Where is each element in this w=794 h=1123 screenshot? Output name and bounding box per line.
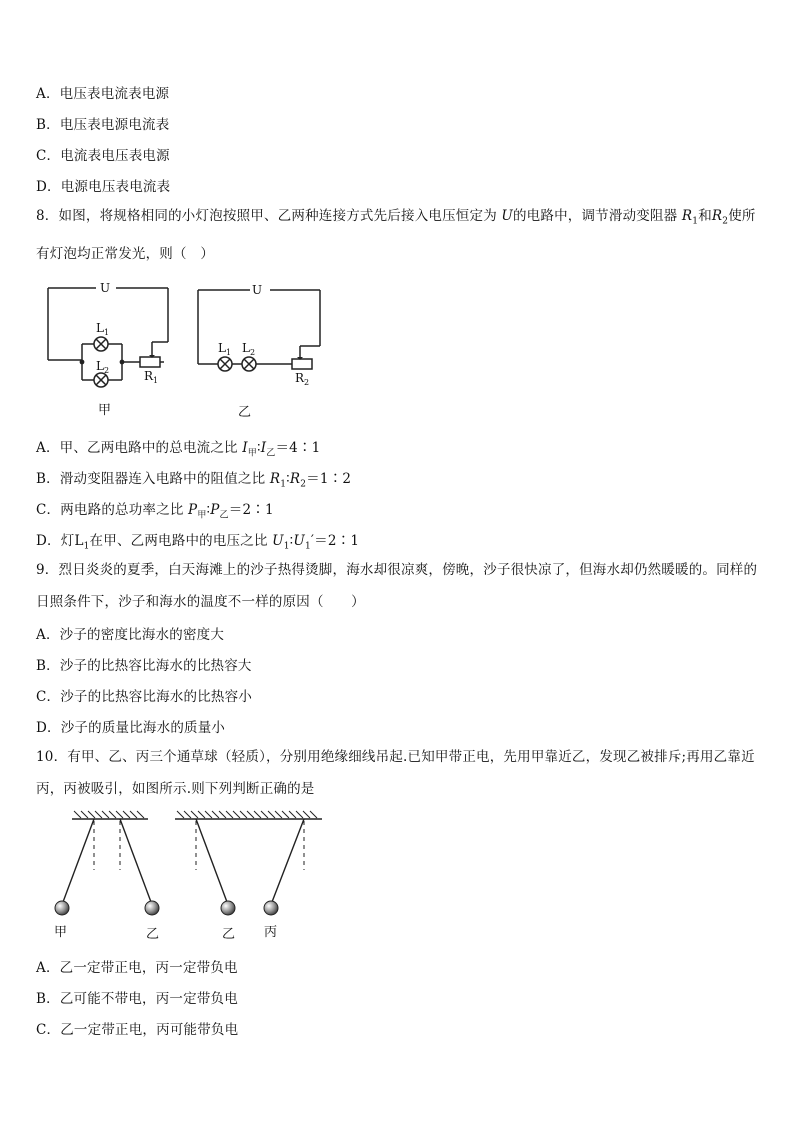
q8-fig-l1-left-sub: 1: [103, 328, 110, 337]
q8-fig-l2-left: L: [96, 359, 104, 373]
q8-stem-u: U: [501, 208, 513, 224]
q8-option-d-prime: ′: [310, 533, 315, 549]
q8-option-a-sub2: 乙: [266, 448, 276, 459]
q9-option-b: B．沙子的比热容比海水的比热容大: [36, 658, 252, 674]
q8-option-d-u2: U: [293, 533, 305, 549]
q7-option-d: D．电源电压表电流表: [36, 179, 171, 195]
q8-option-c-p2: P: [210, 502, 220, 518]
svg-text:L1: [218, 341, 231, 357]
q8-stem-part3: 和: [698, 208, 712, 224]
svg-text:L2: [242, 341, 255, 357]
q8-option-c-sub1: 甲: [197, 510, 207, 521]
q10-fig-label-jia: 甲: [54, 925, 68, 940]
q8-option-a-sub1: 甲: [247, 448, 257, 459]
q7-option-b: B．电压表电源电流表: [36, 117, 170, 133]
q8-fig-l2-left-sub: 2: [103, 366, 110, 375]
q8-fig-label-yi: 乙: [238, 405, 252, 420]
q8-fig-l2-right-sub: 2: [249, 348, 256, 357]
q10-option-c: C．乙一定带正电，丙可能带负电: [36, 1022, 239, 1038]
q8-option-c: [36, 498, 274, 521]
q8-fig-u-right: U: [252, 283, 263, 297]
q8-option-d-text: D．灯: [36, 533, 75, 549]
q8-stem-part1: 8．如图，将规格相同的小灯泡按照甲、乙两种连接方式先后接入电压恒定为: [36, 208, 497, 224]
q10-stem: 10．有甲、乙、丙三个通草球（轻质），分别用绝缘细线吊起.已知甲带正电，先用甲靠近乙，发现乙被排斥;再用乙靠近丙，丙被吸引，如图所示.则下列判断正确的是: [36, 749, 755, 797]
q8-stem-r2: R: [711, 208, 723, 224]
q10-fig-label-bing: 丙: [264, 925, 278, 940]
svg-text:R1: [144, 369, 158, 385]
q8-fig-l1-left: L: [96, 321, 104, 335]
q8-option-d-mid: 在甲、乙两电路中的电压之比: [89, 533, 268, 549]
q10-fig-label-yi: 乙: [146, 927, 160, 942]
q8-option-b-r1: R: [269, 471, 281, 487]
q8-option-d: [36, 529, 359, 552]
q10-fig-label-yi-2: 乙: [222, 927, 236, 942]
q8-option-b-colon: ∶: [286, 471, 290, 487]
q8-option-a-colon: ∶: [257, 440, 261, 456]
q10-pith-ball-figure: [50, 808, 340, 946]
q8-fig-l1-right: L: [218, 341, 226, 355]
q8-option-d-lamp-sub: 1: [83, 541, 90, 552]
q8-stem-part2: 的电路中，调节滑动变阻器: [512, 208, 678, 224]
q8-option-d-u1: U: [272, 533, 284, 549]
q8-option-a-i1: I: [242, 440, 248, 456]
q8-option-b-sub2: 2: [300, 479, 307, 490]
q8-option-b-sub1: 1: [280, 479, 287, 490]
q8-option-c-value: ＝2∶1: [228, 502, 274, 518]
q9-option-a: A．沙子的密度比海水的密度大: [36, 627, 225, 643]
q8-option-a: [36, 436, 320, 459]
q8-fig-r1-sub: 1: [153, 376, 159, 385]
q8-stem-part4: 使所有灯泡均正常发光，则（ ）: [36, 208, 756, 262]
q8-option-b-value: ＝1∶2: [306, 471, 352, 487]
q8-option-c-text: C．两电路的总功率之比: [36, 502, 184, 518]
q8-stem-r2-sub: 2: [722, 216, 729, 227]
q8-option-d-value: ＝2∶1: [314, 533, 360, 549]
q8-fig-label-jia: 甲: [98, 403, 112, 418]
q8-stem-r1: R: [681, 208, 693, 224]
q8-fig-u-left: U: [100, 281, 111, 295]
q8-option-b-r2: R: [289, 471, 301, 487]
q8-circuit-figure: [36, 278, 336, 423]
q8-stem-r1-sub: 1: [692, 216, 699, 227]
q8-option-d-colon: ∶: [289, 533, 294, 549]
q8-option-c-colon: ∶: [206, 502, 211, 518]
q8-option-d-u2-sub: 1: [304, 541, 311, 552]
q8-fig-r2-sub: 2: [304, 378, 310, 387]
svg-text:L2: [96, 359, 109, 375]
q8-stem: [36, 200, 758, 270]
q9-option-d: D．沙子的质量比海水的质量小: [36, 720, 226, 736]
q7-option-c: C．电流表电压表电源: [36, 148, 170, 164]
q8-fig-l1-right-sub: 1: [225, 348, 232, 357]
q8-option-c-p1: P: [188, 502, 198, 518]
q8-option-d-u1-sub: 1: [283, 541, 290, 552]
q8-option-a-text: A．甲、乙两电路中的总电流之比: [36, 440, 238, 456]
q8-option-b-text: B．滑动变阻器连入电路中的阻值之比: [36, 471, 266, 487]
q8-option-b: [36, 467, 351, 490]
q8-option-a-i2: I: [260, 440, 267, 456]
q8-fig-l2-right: L: [242, 341, 250, 355]
q9-stem: 9．烈日炎炎的夏季，白天海滩上的沙子热得烫脚，海水却很凉爽，傍晚，沙子很快凉了，但海水却仍然暖暖的。同样的日照条件下，沙子和海水的温度不一样的原因（ ）: [36, 562, 758, 610]
svg-text:R2: [295, 371, 309, 387]
q8-option-d-lamp: L: [74, 533, 84, 549]
svg-text:L1: [96, 321, 109, 337]
q7-option-a: A．电压表电流表电源: [36, 86, 170, 102]
q8-option-c-sub2: 乙: [219, 510, 229, 521]
q8-fig-r2: R: [295, 371, 305, 385]
q10-option-b: B．乙可能不带电，丙一定带负电: [36, 991, 238, 1007]
q8-option-a-value: ＝4∶1: [275, 440, 321, 456]
q8-fig-r1: R: [144, 369, 154, 383]
q9-option-c: C．沙子的比热容比海水的比热容小: [36, 689, 253, 705]
q10-option-a: A．乙一定带正电，丙一定带负电: [36, 960, 238, 976]
